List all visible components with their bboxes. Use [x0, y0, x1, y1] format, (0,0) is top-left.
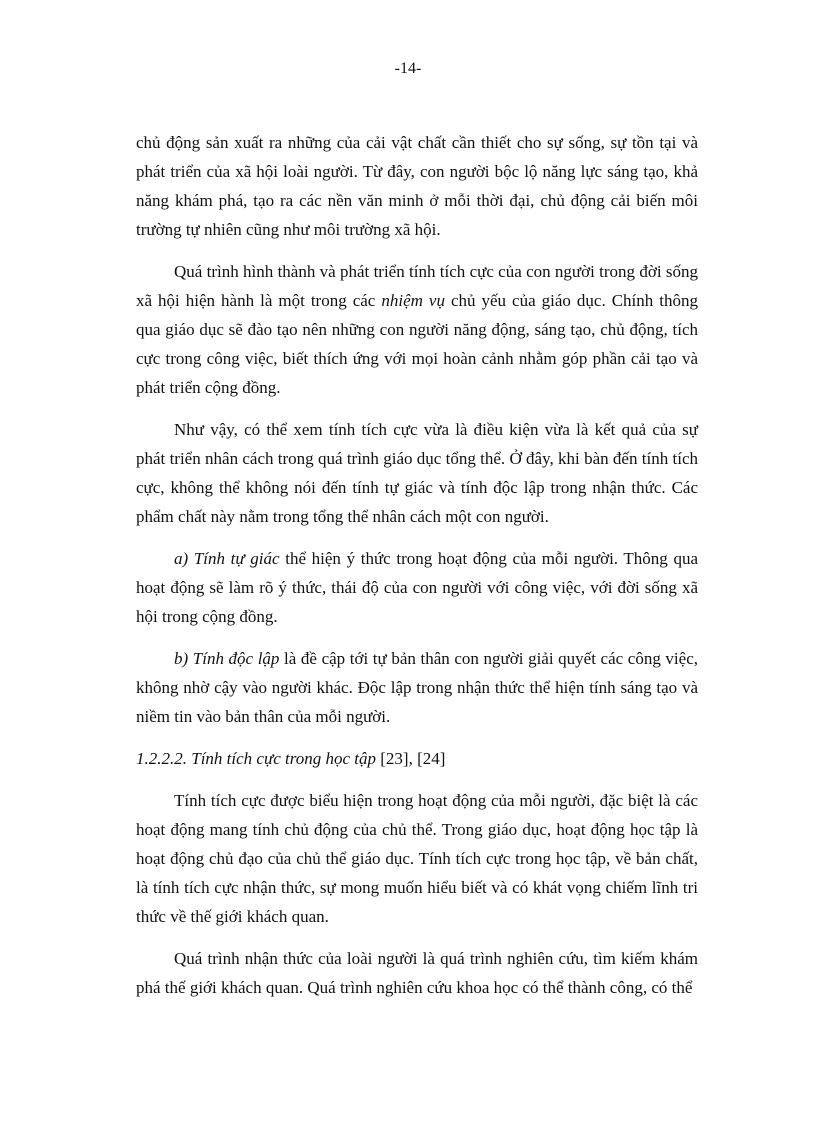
- paragraph-2-emphasis: nhiệm vụ: [381, 291, 445, 310]
- paragraph-5: [136, 644, 698, 731]
- paragraph-2-text-a: Quá trình hình thành và phát triển tính tích cực của con người trong đời sống xã hội hiện hành là một trong các: [136, 262, 698, 310]
- paragraph-5-term: b) Tính độc lập: [174, 649, 280, 668]
- page-body: [136, 128, 698, 1002]
- paragraph-2-text-b: chủ yếu của giáo dục. Chính thông qua giáo dục sẽ đào tạo nên những con người năng động, sáng tạo, chủ động, tích cực trong công việc, biết thích ứng với mọi hoàn cảnh nhằm góp phần cải tạo và phát triển cộng đồng.: [136, 291, 698, 397]
- section-heading-title: 1.2.2.2. Tính tích cực trong học tập: [136, 749, 377, 768]
- paragraph-6: Tính tích cực được biểu hiện trong hoạt động của mỗi người, đặc biệt là các hoạt động mang tính chủ động của chủ thể. Trong giáo dục, hoạt động học tập là hoạt động chủ đạo của chủ thể giáo dục. Tính tích cực trong học tập, về bản chất, là tính tích cực nhận thức, sự mong muốn hiểu biết và có khát vọng chiếm lĩnh tri thức về thế giới khách quan.: [136, 791, 698, 926]
- paragraph-4: [136, 544, 698, 631]
- section-heading: [136, 744, 698, 773]
- paragraph-5-text: là đề cập tới tự bản thân con người giải quyết các công việc, không nhờ cậy vào người khác. Độc lập trong nhận thức thể hiện tính sáng tạo và niềm tin vào bản thân của mỗi người.: [136, 649, 698, 726]
- paragraph-2: [136, 257, 698, 402]
- paragraph-7: Quá trình nhận thức của loài người là quá trình nghiên cứu, tìm kiếm khám phá thế giới khách quan. Quá trình nghiên cứu khoa học có thể thành công, có thể: [136, 949, 698, 997]
- page-number: -14-: [394, 60, 422, 77]
- paragraph-4-term: a) Tính tự giác: [174, 549, 280, 568]
- paragraph-4-text: thể hiện ý thức trong hoạt động của mỗi người. Thông qua hoạt động sẽ làm rõ ý thức, thái độ của con người với công việc, với đời sống xã hội trong cộng đồng.: [136, 549, 698, 626]
- paragraph-3: Như vậy, có thể xem tính tích cực vừa là điều kiện vừa là kết quả của sự phát triển nhân cách trong quá trình giáo dục tổng thể. Ở đây, khi bàn đến tính tích cực, không thể không nói đến tính tự giác và tính độc lập trong nhận thức. Các phẩm chất này nằm trong tổng thể nhân cách một con người.: [136, 420, 698, 526]
- paragraph-1: chủ động sản xuất ra những của cải vật chất cần thiết cho sự sống, sự tồn tại và phát triển của xã hội loài người. Từ đây, con người bộc lộ năng lực sáng tạo, khả năng khám phá, tạo ra các nền văn minh ở mỗi thời đại, chủ động cải biến môi trường tự nhiên cũng như môi trường xã hội.: [136, 133, 698, 239]
- section-heading-refs: [23], [24]: [376, 749, 446, 768]
